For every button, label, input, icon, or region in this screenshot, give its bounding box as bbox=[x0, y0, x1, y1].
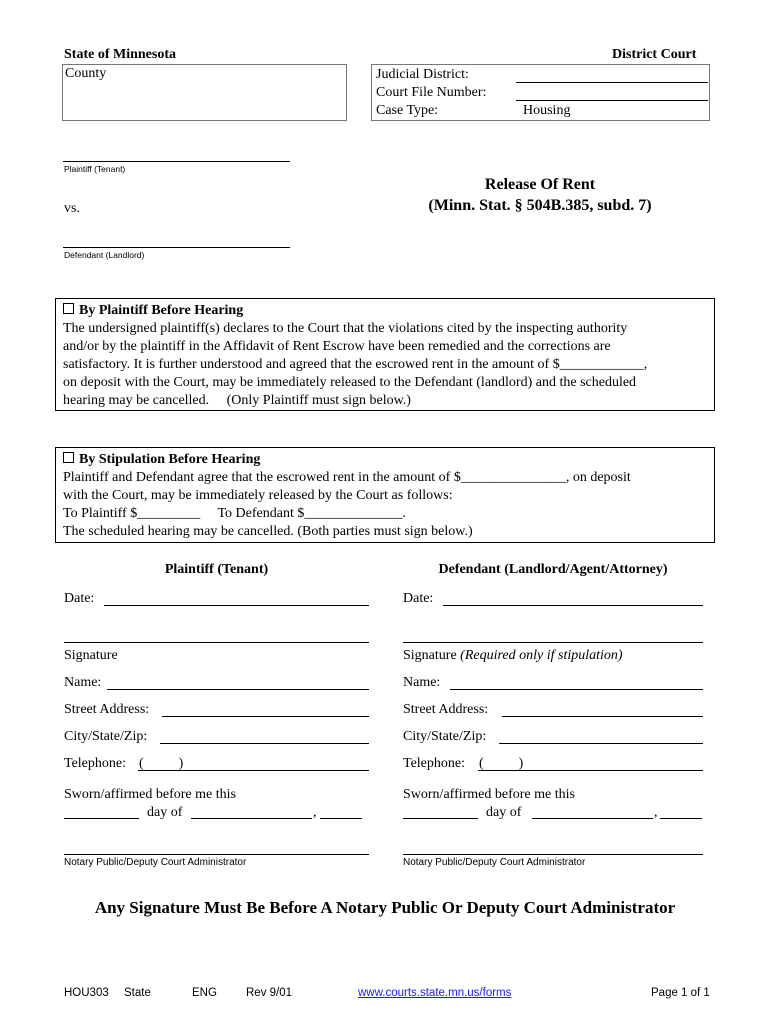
stipulation-checkbox[interactable] bbox=[63, 452, 74, 463]
plaintiff-date-field[interactable] bbox=[104, 605, 369, 606]
defendant-day-of-label: day of bbox=[486, 805, 522, 820]
stipulation-line2: with the Court, may be immediately released by the Court as follows: bbox=[63, 488, 453, 503]
plaintiff-sworn-label: Sworn/affirmed before me this bbox=[64, 787, 236, 802]
defendant-caption-label: Defendant (Landlord) bbox=[64, 250, 145, 260]
stipulation-section bbox=[55, 447, 715, 543]
defendant-city-label: City/State/Zip: bbox=[403, 729, 487, 744]
case-type-value: Housing bbox=[523, 103, 571, 118]
defendant-street-label: Street Address: bbox=[403, 702, 489, 717]
plaintiff-release-checkbox[interactable] bbox=[63, 303, 74, 314]
plaintiff-day-of-label: day of bbox=[147, 805, 183, 820]
stipulation-line3: To Plaintiff $_________ To Defendant $______________. bbox=[63, 506, 406, 521]
plaintiff-notary-signature-field[interactable] bbox=[64, 854, 369, 855]
court-title: District Court bbox=[612, 47, 697, 62]
defendant-phone-paren: ( ) bbox=[479, 756, 524, 771]
plaintiff-notary-label: Notary Public/Deputy Court Administrator bbox=[64, 857, 247, 868]
defendant-date-field[interactable] bbox=[443, 605, 703, 606]
defendant-notary-label: Notary Public/Deputy Court Administrator bbox=[403, 857, 586, 868]
plaintiff-date-label: Date: bbox=[64, 591, 95, 606]
page-number: Page 1 of 1 bbox=[651, 987, 710, 999]
plaintiff-name-field[interactable] bbox=[63, 161, 290, 162]
plaintiff-sworn-month-field[interactable] bbox=[191, 818, 312, 819]
judicial-district-field[interactable] bbox=[516, 82, 708, 83]
defendant-street-input[interactable] bbox=[502, 716, 703, 717]
defendant-signature-label: Signature (Required only if stipulation) bbox=[403, 648, 623, 663]
plaintiff-telephone-input[interactable] bbox=[138, 770, 369, 771]
defendant-signature-field[interactable] bbox=[403, 642, 703, 643]
defendant-name-label: Name: bbox=[403, 675, 441, 690]
plaintiff-signature-label: Signature bbox=[64, 648, 118, 663]
court-file-number-label: Court File Number: bbox=[376, 85, 487, 100]
form-jurisdiction: State bbox=[124, 987, 151, 999]
plaintiff-signature-field[interactable] bbox=[64, 642, 369, 643]
plaintiff-release-line1: The undersigned plaintiff(s) declares to the Court that the violations cited by the inspecting authority bbox=[63, 321, 628, 336]
plaintiff-release-heading: By Plaintiff Before Hearing bbox=[79, 303, 244, 318]
plaintiff-city-label: City/State/Zip: bbox=[64, 729, 148, 744]
plaintiff-signature-heading: Plaintiff (Tenant) bbox=[164, 562, 269, 577]
notary-notice: Any Signature Must Be Before A Notary Public Or Deputy Court Administrator bbox=[94, 898, 676, 917]
stipulation-line4: The scheduled hearing may be cancelled. (Both parties must sign below.) bbox=[63, 524, 473, 539]
plaintiff-name-input[interactable] bbox=[107, 689, 369, 690]
plaintiff-release-line4: on deposit with the Court, may be immediately released to the Defendant (landlord) and the scheduled bbox=[63, 375, 637, 390]
plaintiff-release-line3: satisfactory. It is further understood and agreed that the escrowed rent in the amount of $____________, bbox=[63, 357, 648, 372]
form-language: ENG bbox=[192, 987, 217, 999]
page-subtitle: (Minn. Stat. § 504B.385, subd. 7) bbox=[428, 197, 652, 214]
judicial-district-label: Judicial District: bbox=[376, 67, 469, 82]
plaintiff-telephone-label: Telephone: bbox=[64, 756, 126, 771]
defendant-name-input[interactable] bbox=[450, 689, 703, 690]
plaintiff-phone-paren: ( ) bbox=[139, 756, 184, 771]
plaintiff-street-label: Street Address: bbox=[64, 702, 150, 717]
case-type-label: Case Type: bbox=[376, 103, 439, 118]
court-file-number-field[interactable] bbox=[516, 100, 708, 101]
county-label: County bbox=[65, 66, 107, 81]
defendant-notary-signature-field[interactable] bbox=[403, 854, 703, 855]
form-id: HOU303 bbox=[64, 987, 109, 999]
plaintiff-release-line2: and/or by the plaintiff in the Affidavit of Rent Escrow have been remedied and the corrections are bbox=[63, 339, 611, 354]
defendant-signature-heading: Defendant (Landlord/Agent/Attorney) bbox=[438, 562, 668, 577]
defendant-sworn-year-field[interactable] bbox=[660, 818, 702, 819]
plaintiff-name-label: Name: bbox=[64, 675, 102, 690]
plaintiff-sworn-year-field[interactable] bbox=[320, 818, 362, 819]
defendant-sworn-day-field[interactable] bbox=[403, 818, 478, 819]
defendant-telephone-input[interactable] bbox=[478, 770, 703, 771]
plaintiff-sworn-day-field[interactable] bbox=[64, 818, 139, 819]
defendant-sworn-label: Sworn/affirmed before me this bbox=[403, 787, 575, 802]
plaintiff-city-input[interactable] bbox=[160, 743, 369, 744]
stipulation-heading: By Stipulation Before Hearing bbox=[79, 452, 261, 467]
plaintiff-street-input[interactable] bbox=[162, 716, 369, 717]
defendant-sworn-month-field[interactable] bbox=[532, 818, 653, 819]
form-revision: Rev 9/01 bbox=[246, 987, 293, 999]
defendant-telephone-label: Telephone: bbox=[403, 756, 465, 771]
defendant-date-label: Date: bbox=[403, 591, 434, 606]
vs-label: vs. bbox=[64, 201, 80, 216]
plaintiff-release-section bbox=[55, 298, 715, 411]
page-title: Release Of Rent bbox=[484, 176, 596, 193]
stipulation-line1: Plaintiff and Defendant agree that the escrowed rent in the amount of $_______________, on deposit bbox=[63, 470, 631, 485]
state-title: State of Minnesota bbox=[64, 47, 176, 62]
defendant-city-input[interactable] bbox=[499, 743, 703, 744]
forms-link[interactable]: www.courts.state.mn.us/forms bbox=[358, 987, 512, 999]
defendant-name-field[interactable] bbox=[63, 247, 290, 248]
signature-note: (Required only if stipulation) bbox=[460, 648, 623, 663]
plaintiff-release-line5: hearing may be cancelled. (Only Plaintiff must sign below.) bbox=[63, 393, 411, 408]
plaintiff-caption-label: Plaintiff (Tenant) bbox=[64, 164, 126, 174]
